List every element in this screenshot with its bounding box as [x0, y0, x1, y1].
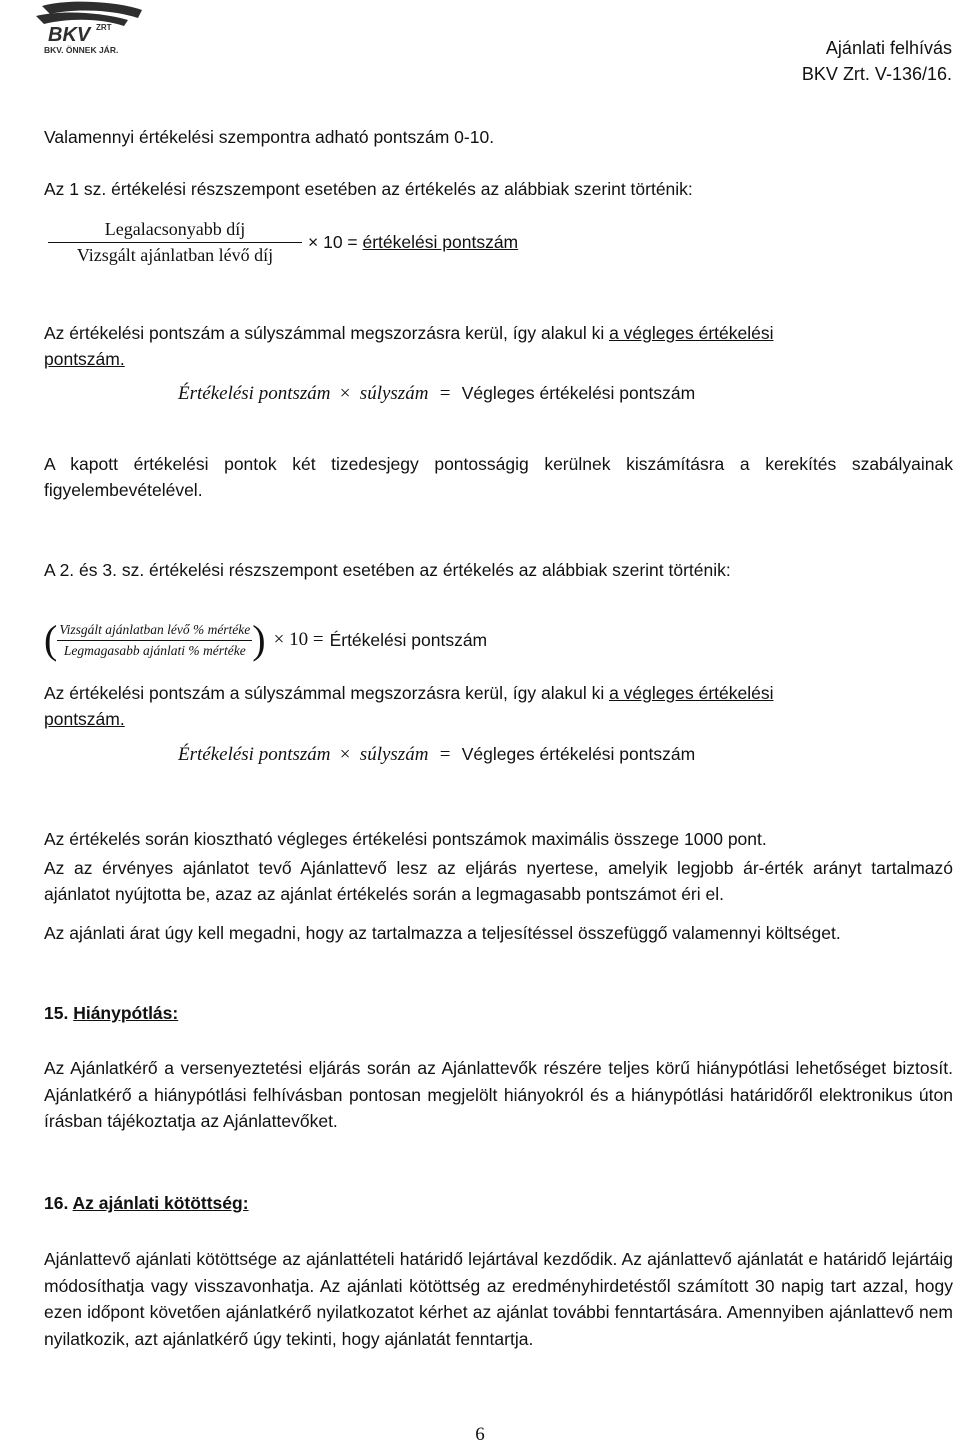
- formula-3-multiplier: × 10 =: [273, 629, 324, 650]
- paragraph-score-range: Valamennyi értékelési szempontra adható pontszám 0-10.: [44, 127, 495, 147]
- section-16-number: 16.: [44, 1193, 73, 1213]
- formula-2-times: ×: [339, 383, 351, 404]
- paragraph-winner: Az az érvényes ajánlatot tevő Ajánlattevő lesz az eljárás nyertese, amelyik legjobb ár-érték arányt tartalmazó ajánlatot nyújtotta be, azaz az ajánlat értékelés során a legmagasabb pontszámot éri el.: [44, 858, 953, 904]
- logo-tagline: BKV. ÖNNEK JÁR.: [44, 45, 119, 55]
- formula-3-rparen: ): [252, 617, 266, 662]
- formula-1-result: értékelési pontszám: [362, 231, 519, 252]
- paragraph-price: Az ajánlati árat úgy kell megadni, hogy az tartalmazza a teljesítéssel összefüggő valamennyi költséget.: [44, 923, 841, 943]
- formula-4-mid: súlyszám: [359, 744, 429, 765]
- formula-criterion-2-3: [44, 613, 487, 667]
- formula-3-lparen: (: [44, 617, 58, 662]
- formula-3-fraction: [57, 622, 252, 659]
- formula-2-lhs: Értékelési pontszám: [178, 383, 331, 404]
- formula-final-score-1: [178, 383, 695, 405]
- bkv-logo: [10, 0, 160, 58]
- paragraph-deficiency: Az Ajánlatkérő a versenyeztetési eljárás során az Ajánlattevők részére teljes körű hiánypótlási lehetőséget biztosít. Ajánlatkérő a hiánypótlási felhívásban pontosan megjelölt hiányokról és a hiánypótlási határidőről elektronikus úton írásban tájékoztatja az Ajánlattevőket.: [44, 1058, 953, 1131]
- formula-1-multiplier: × 10 =: [308, 231, 363, 252]
- weighting-2-text: Az értékelési pontszám a súlyszámmal megszorzásra kerül, így alakul ki: [44, 683, 610, 703]
- header-doc-ref: BKV Zrt. V-136/16.: [801, 64, 952, 84]
- weighting-1-text: Az értékelési pontszám a súlyszámmal megszorzásra kerül, így alakul ki: [44, 323, 610, 343]
- formula-2-eq: =: [439, 383, 451, 404]
- paragraph-weighting-2: [44, 680, 924, 732]
- weighting-2-underlined: a végleges értékelési: [609, 683, 774, 703]
- formula-3-denominator: Legmagasabb ajánlati % mértéke: [63, 642, 246, 658]
- paragraph-weighting-1: [44, 320, 924, 372]
- formula-1-numerator: Legalacsonyabb díj: [48, 219, 302, 243]
- formula-2-mid: súlyszám: [359, 383, 429, 404]
- formula-3-numerator: Vizsgált ajánlatban lévő % mértéke: [57, 622, 252, 641]
- section-16-heading: [44, 1193, 249, 1214]
- section-15-number: 15.: [44, 1003, 74, 1023]
- formula-4-eq: =: [439, 744, 451, 765]
- formula-1-denominator: Vizsgált ajánlatban lévő díj: [76, 244, 274, 265]
- logo-brand: BKV: [48, 24, 91, 46]
- formula-4-times: ×: [339, 744, 351, 765]
- formula-1-fraction: [48, 219, 302, 266]
- bkv-logo-mark: [10, 0, 160, 58]
- page-number: 6: [475, 1424, 485, 1445]
- paragraph-bid-validity: Ajánlattevő ajánlati kötöttsége az ajánlattételi határidő lejártával kezdődik. Az ajánlattevő ajánlatát e határidő lejártáig módosíthatja vagy visszavonhatja. Az ajánlati kötöttség az eredményhirdetéstől számított 30 napig tart azzal, hogy ezen időpont követően ajánlatkérő nyilatkozatot kérhet az ajánlat további fenntartására. Amennyiben ajánlattevő nem nyilatkozik, azt ajánlatkérő úgy tekinti, hogy ajánlatát fenntartja.: [44, 1249, 953, 1349]
- formula-2-rhs: Végleges értékelési pontszám: [461, 383, 696, 403]
- section-15-heading: [44, 1003, 178, 1024]
- formula-final-score-2: [178, 744, 695, 766]
- weighting-1-underlined-cont: pontszám.: [44, 349, 125, 369]
- paragraph-criterion-2-3-intro: A 2. és 3. sz. értékelési részszempont esetében az értékelés az alábbiak szerint történik:: [44, 560, 731, 580]
- weighting-2-underlined-cont: pontszám.: [44, 709, 125, 729]
- formula-3-result: Értékelési pontszám: [329, 629, 488, 650]
- paragraph-rounding: A kapott értékelési pontok két tizedesjegy pontosságig kerülnek kiszámításra a kerekítés szabályainak figyelembevételével.: [44, 454, 953, 500]
- weighting-1-underlined: a végleges értékelési: [609, 323, 774, 343]
- section-16-title: Az ajánlati kötöttség:: [72, 1193, 249, 1213]
- header-doc-type: Ajánlati felhívás: [825, 38, 952, 58]
- logo-superscript: ZRT: [96, 23, 112, 32]
- paragraph-max-score: Az értékelés során kiosztható végleges értékelési pontszámok maximális összege 1000 pont.: [44, 829, 767, 849]
- section-15-title: Hiánypótlás:: [73, 1003, 179, 1023]
- paragraph-criterion-1-intro: Az 1 sz. értékelési részszempont esetében az értékelés az alábbiak szerint történik:: [44, 179, 693, 199]
- formula-4-lhs: Értékelési pontszám: [178, 744, 331, 765]
- formula-criterion-1: [48, 211, 518, 273]
- formula-4-rhs: Végleges értékelési pontszám: [461, 744, 696, 764]
